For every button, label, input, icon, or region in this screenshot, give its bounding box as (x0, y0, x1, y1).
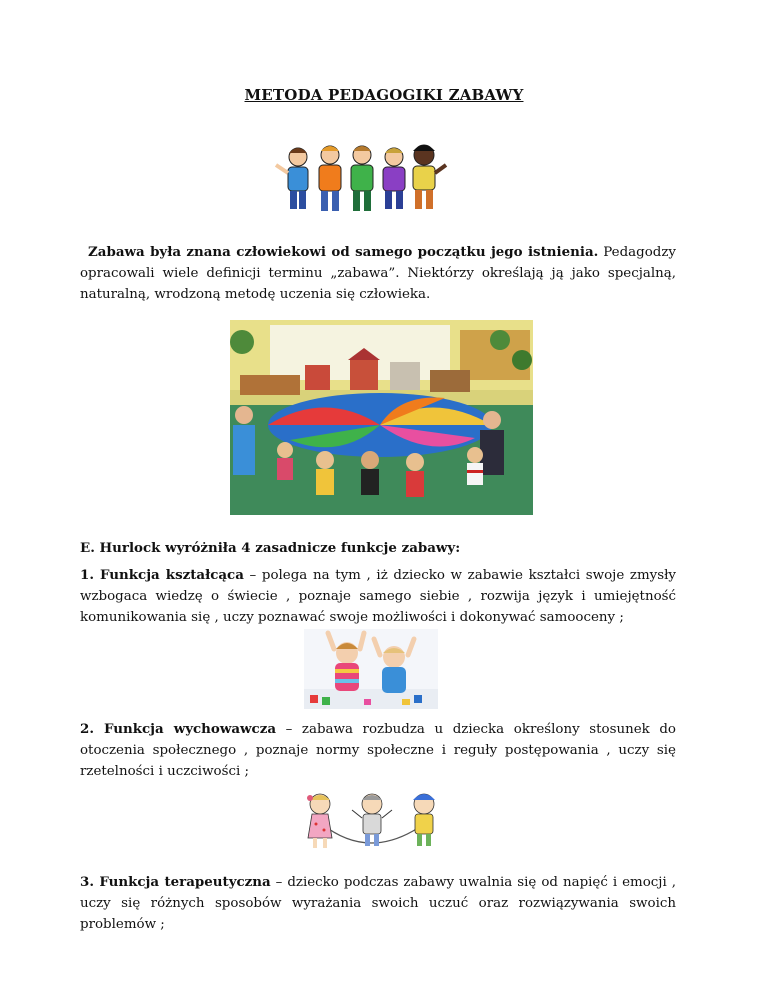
function-1-text: – polega na tym , iż dziecko w zabawie kształci swoje zmysły wzbogaca wiedzę o świecie , poznaje samego siebie , rozwija język i umiejętność komunikowania się , uczy poznawać swoje możliwości i dokonywać samooceny ; (80, 568, 676, 625)
cartoon-jump-rope-image (300, 790, 442, 854)
function-1-paragraph (80, 565, 676, 628)
cartoon-children-image (274, 143, 448, 219)
intro-paragraph (80, 242, 676, 305)
page-title: METODA PEDAGOGIKI ZABAWY (244, 86, 524, 104)
function-3-paragraph (80, 872, 676, 935)
function-3-label: 3. Funkcja terapeutyczna (80, 874, 271, 890)
function-1-label: 1. Funkcja kształcąca (80, 567, 244, 583)
functions-heading: E. Hurlock wyróżniła 4 zasadnicze funkcje zabawy: (80, 540, 461, 556)
function-2-text: – zabawa rozbudza u dziecka określony stosunek do otoczenia społecznego , poznaje normy społeczne i reguły postępowania , uczy się rzetelności i uczciwości ; (80, 722, 676, 779)
babies-playing-photo (304, 629, 438, 709)
function-3-text: – dziecko podczas zabawy uwalnia się od napięć i emocji , uczy się różnych sposobów wyrażania swoich uczuć oraz rozwiązywania swoich problemów ; (80, 875, 676, 932)
intro-text: Pedagodzy opracowali wiele definicji terminu „zabawa”. Niektórzy określają ją jako specjalną, naturalną, wrodzoną metodę uczenia się człowieka. (80, 245, 676, 302)
kindergarten-parachute-photo (230, 320, 533, 515)
function-2-label: 2. Funkcja wychowawcza (80, 721, 276, 737)
intro-bold-text: Zabawa była znana człowiekowi od samego początku jego istnienia. (88, 244, 599, 260)
function-2-paragraph (80, 719, 676, 782)
